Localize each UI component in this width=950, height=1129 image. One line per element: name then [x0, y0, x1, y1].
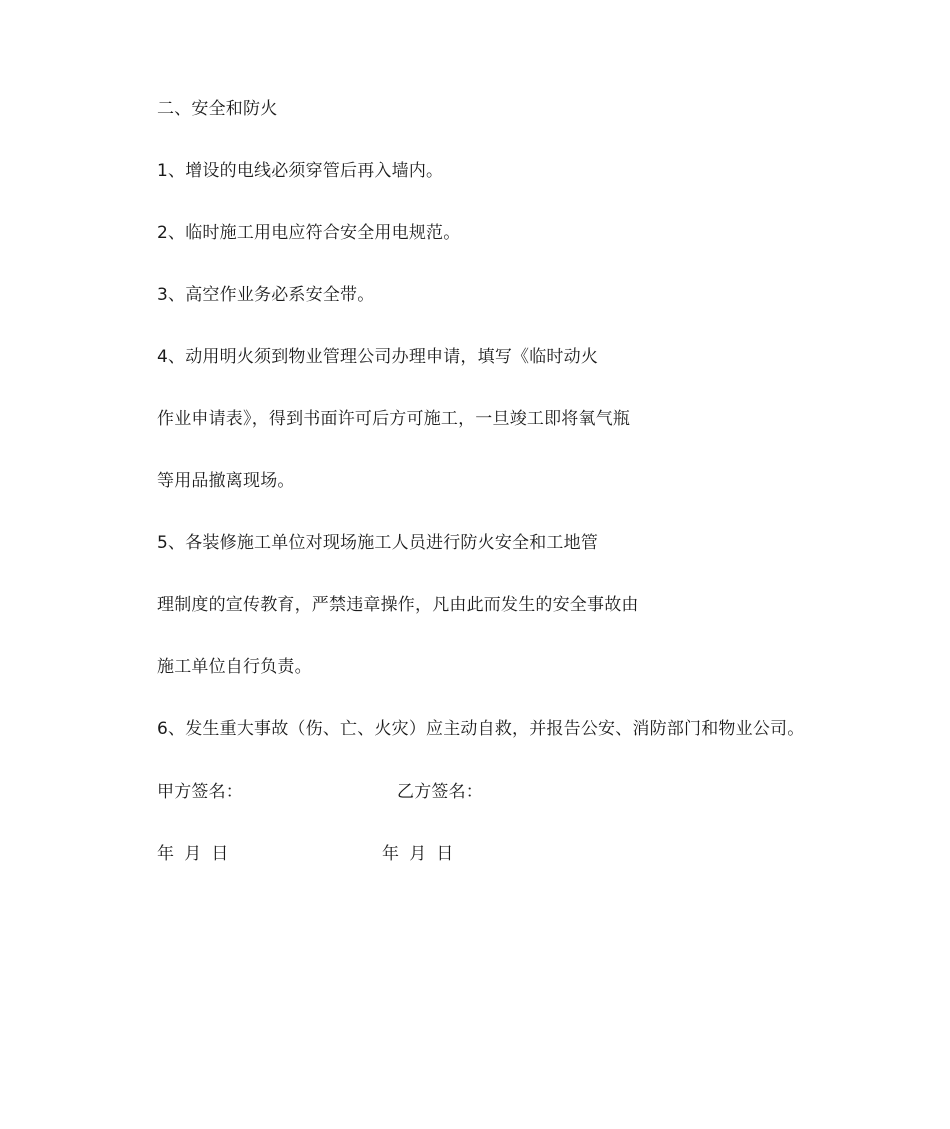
paragraph-line: 4、动用明火须到物业管理公司办理申请，填写《临时动火 — [157, 347, 599, 367]
section-heading: 二、安全和防火 — [157, 99, 278, 119]
paragraph-line: 2、临时施工用电应符合安全用电规范。 — [157, 223, 461, 243]
date-month-label: 月 — [409, 844, 427, 864]
signature-party-b-label: 乙方签名： — [397, 782, 483, 802]
date-month-label: 月 — [184, 844, 202, 864]
paragraph-line: 理制度的宣传教育，严禁违章操作，凡由此而发生的安全事故由 — [157, 595, 639, 615]
date-party-a — [157, 843, 229, 865]
date-year-label: 年 — [382, 844, 400, 864]
signature-party-a-label: 甲方签名： — [157, 782, 243, 802]
paragraph-line: 等用品撤离现场。 — [157, 471, 295, 491]
paragraph-line: 作业申请表》，得到书面许可后方可施工，一旦竣工即将氧气瓶 — [157, 409, 631, 429]
date-year-label: 年 — [157, 844, 175, 864]
date-day-label: 日 — [436, 844, 454, 864]
date-party-b — [382, 843, 454, 865]
paragraph-line: 施工单位自行负责。 — [157, 657, 312, 677]
paragraph-line: 5、各装修施工单位对现场施工人员进行防火安全和工地管 — [157, 533, 599, 553]
paragraph-line: 6、发生重大事故（伤、亡、火灾）应主动自救，并报告公安、消防部门和物业公司。 — [157, 719, 805, 739]
date-day-label: 日 — [211, 844, 229, 864]
paragraph-line: 1、增设的电线必须穿管后再入墙内。 — [157, 161, 444, 181]
paragraph-line: 3、高空作业务必系安全带。 — [157, 285, 375, 305]
